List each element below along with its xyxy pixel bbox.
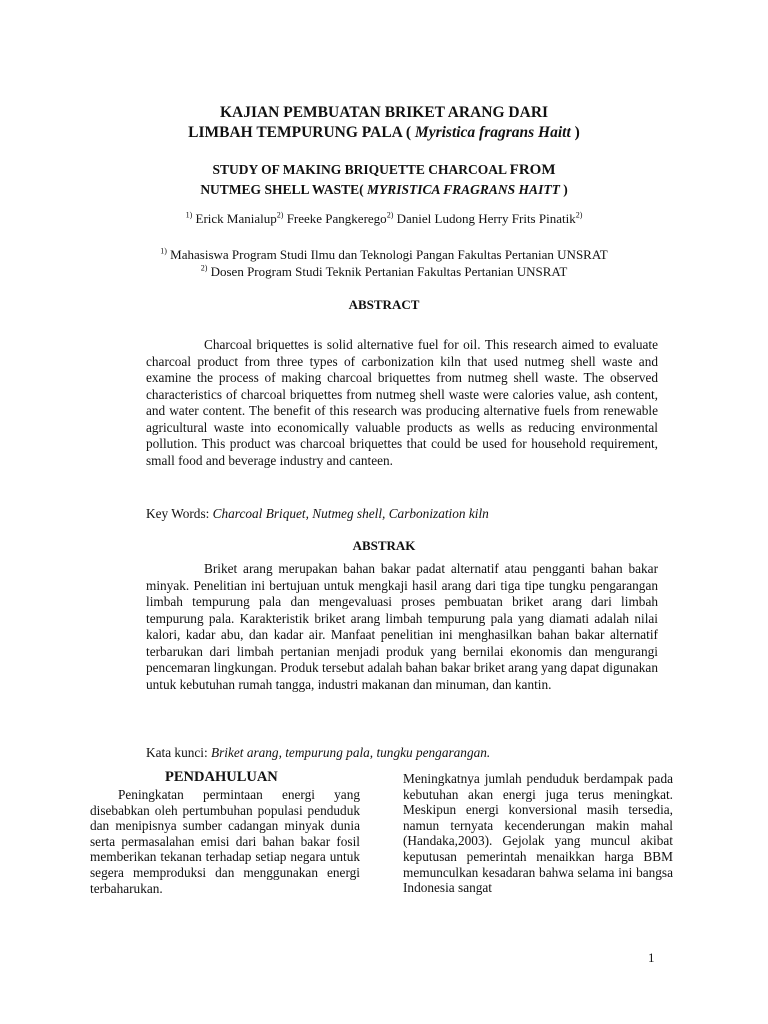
- english-title-line-2: NUTMEG SHELL WASTE( MYRISTICA FRAGRANS HAITT ): [200, 182, 568, 197]
- author-2: Freeke Pangkerego: [283, 211, 387, 226]
- intro-paragraph-1: Peningkatan permintaan energi yang disebabkan oleh pertumbuhan populasi penduduk dan menipisnya sumber cadangan minyak dunia serta permasalahan emisi dari bahan bakar fosil memberikan tekanan terhadap setiap negara untuk segera memproduksi dan menggunakan energi terbaharukan.: [90, 787, 360, 896]
- affiliations: [0, 246, 768, 280]
- section-heading-pendahuluan: PENDAHULUAN: [165, 769, 278, 785]
- author-list: $^{1)}$ Erick Manialup$^{2)}$ Freeke Pangkerego$^{2)}$ Daniel Ludong Herry Frits Pinatik$^{2)}$: [185, 210, 583, 226]
- abstract-body: [146, 337, 658, 469]
- abstrak-body: [146, 561, 658, 693]
- affiliation-2: $^{2)}$ Dosen Program Studi Teknik Pertanian Fakultas Pertanian UNSRAT: [200, 263, 568, 279]
- abstrak-keyword-list: Briket arang, tempurung pala, tungku pengarangan.: [211, 745, 491, 760]
- affiliation-1: $^{1)}$ Mahasiswa Program Studi Ilmu dan Teknologi Pangan Fakultas Pertanian UNSRAT: [160, 246, 608, 262]
- abstrak-heading: ABSTRAK: [352, 538, 416, 553]
- abstract-text: Charcoal briquettes is solid alternative fuel for oil. This research aimed to evaluate charcoal product from three types of carbonization kiln that used nutmeg shell waste and examine the process of making charcoal briquettes from nutmeg shell waste. The observed characteristics of charcoal briquettes from nutmeg shell waste were calories value, ash content, and water content. The benefit of this research was producing alternative fuels from renewable agricultural waste into economically valuable products as wells as reducing environmental pollution. This product was charcoal briquettes that could be used for household requirement, small food and beverage industry and canteen.: [146, 337, 658, 468]
- author-3: Daniel Ludong Herry Frits Pinatik: [393, 211, 576, 226]
- paper-title: [0, 103, 768, 143]
- intro-column-left: [90, 787, 360, 896]
- page-number: 1: [648, 950, 655, 965]
- intro-column-right: [403, 771, 673, 896]
- english-title-line-1: STUDY OF MAKING BRIQUETTE CHARCOAL FROM: [212, 162, 556, 178]
- abstract-keyword-list: Charcoal Briquet, Nutmeg shell, Carbonization kiln: [212, 506, 489, 521]
- title-line-1: KAJIAN PEMBUATAN BRIKET ARANG DARI: [219, 104, 549, 121]
- abstrak-keywords: Kata kunci: Briket arang, tempurung pala, tungku pengarangan.: [146, 745, 491, 760]
- abstract-keywords: Key Words: Charcoal Briquet, Nutmeg shell, Carbonization kiln: [146, 506, 489, 521]
- abstract-heading: ABSTRACT: [348, 297, 420, 312]
- abstrak-text: Briket arang merupakan bahan bakar padat alternatif atau pengganti bahan bakar minyak. Penelitian ini bertujuan untuk mengkaji hasil arang dari tiga tipe tungku pengarangan limbah tempurung pala dan mengevaluasi proses pembuatan briket arang dari limbah tempurung pala. Karakteristik briket arang limbah tempurung pala yang diamati adalah nilai kalori, kadar abu, dan kadar air. Manfaat penelitian ini menghasilkan bahan bakar alternatif terbarukan dari limbah pertanian menjadi produk yang bernilai ekonomis dan mengurangi pencemaran lingkungan. Produk tersebut adalah bahan bakar briket arang yang dapat digunakan untuk kebutuhan rumah tangga, industri makanan dan minuman, dan kantin.: [146, 561, 658, 692]
- english-title: [0, 160, 768, 199]
- species-name: Myristica fragrans Haitt: [414, 124, 571, 141]
- author-1: Erick Manialup: [192, 211, 277, 226]
- intro-paragraph-2: Meningkatnya jumlah penduduk berdampak pada kebutuhan akan energi juga terus meningkat. Meskipun energi konversional masih tersedia, namun ternyata kecenderungan makin mahal (Handaka,2003). Gejolak yang muncul akibat keputusan pemerintah menaikkan harga BBM memunculkan kesadaran bahwa selama ini bangsa Indonesia sangat: [403, 771, 673, 896]
- title-line-2: LIMBAH TEMPURUNG PALA ( Myristica fragrans Haitt ): [188, 124, 580, 141]
